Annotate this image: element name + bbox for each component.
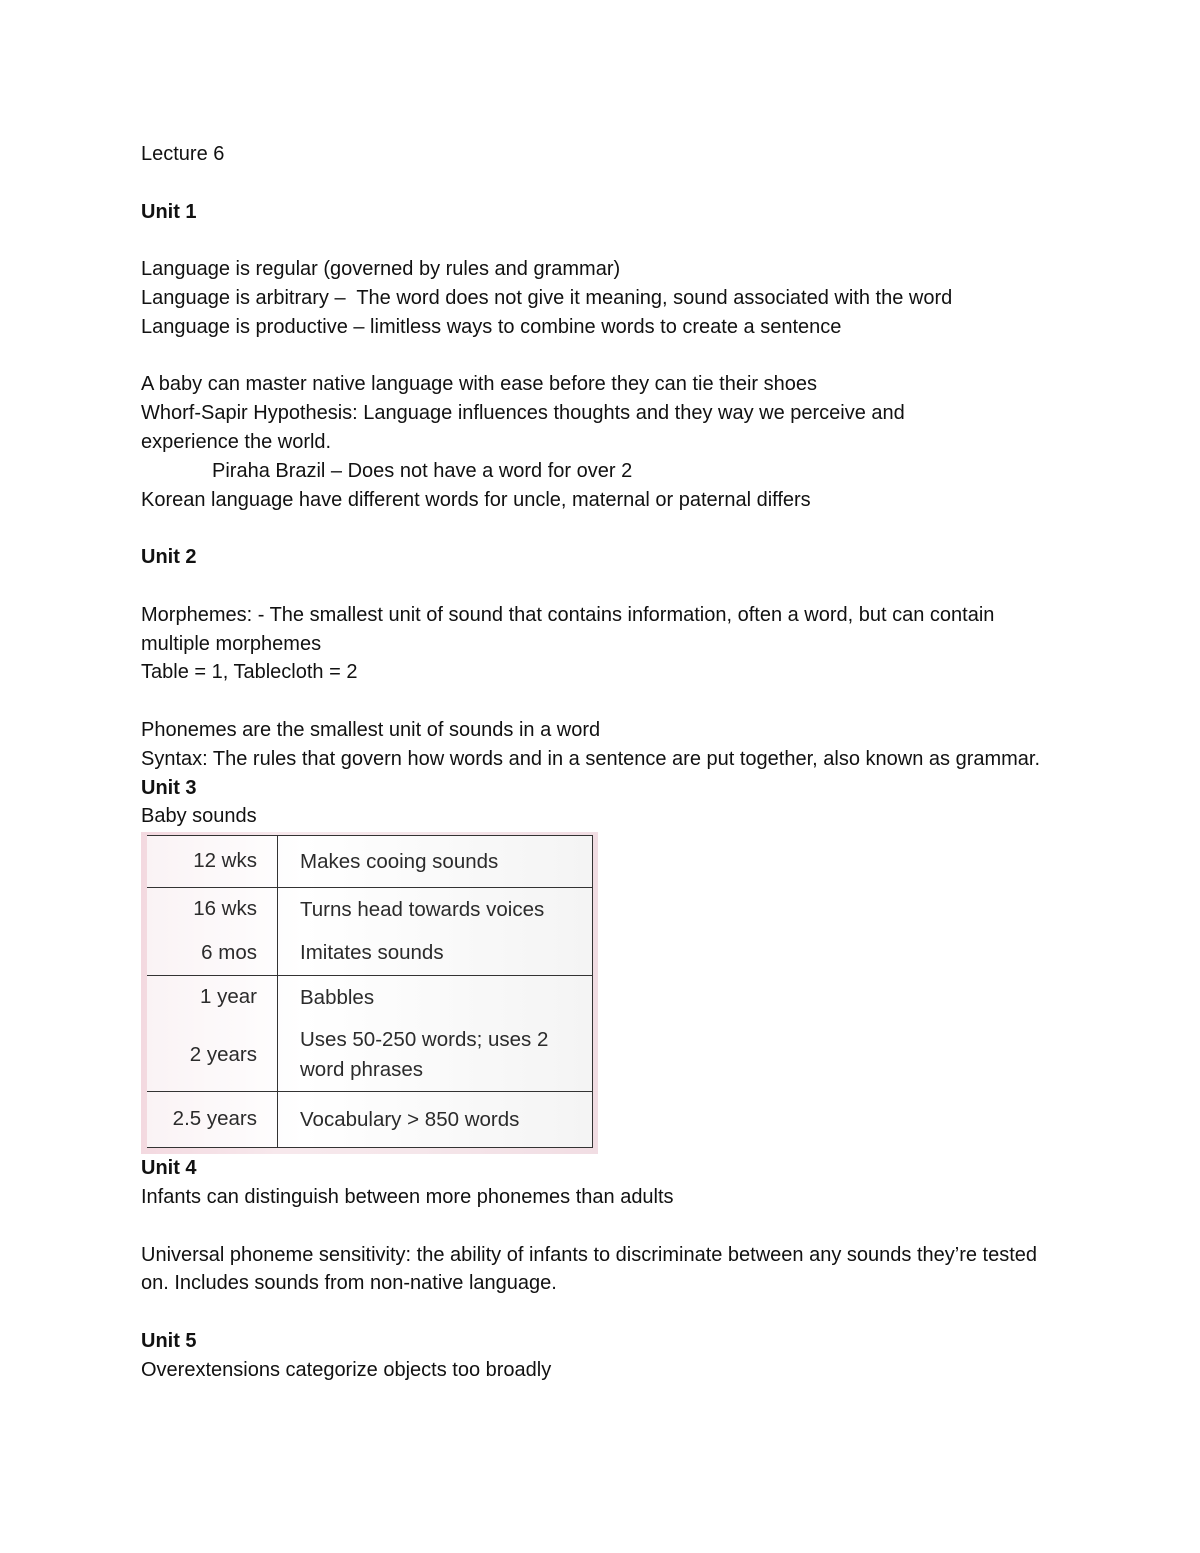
age-cell: 16 wks (147, 888, 278, 932)
milestone-cell: Makes cooing sounds (278, 836, 593, 888)
unit5-line1: Overextensions categorize objects too broadly (141, 1358, 552, 1381)
unit4-line1: Infants can distinguish between more phonemes than adults (141, 1185, 674, 1208)
unit1-line-productive: Language is productive – limitless ways to combine words to create a sentence (141, 315, 842, 338)
milestone-cell: Turns head towards voices (278, 888, 593, 932)
table-row (147, 976, 593, 1020)
table-row (147, 932, 593, 976)
milestone-cell: Babbles (278, 976, 593, 1020)
unit2-example: Table = 1, Tablecloth = 2 (141, 661, 358, 684)
table-row (147, 1020, 593, 1092)
unit5-heading: Unit 5 (141, 1329, 197, 1352)
age-cell: 6 mos (147, 932, 278, 976)
baby-sounds-table (147, 835, 593, 1148)
unit3-heading: Unit 3 (141, 776, 197, 799)
unit3-subtitle: Baby sounds (141, 805, 257, 828)
unit2-morphemes: Morphemes: - The smallest unit of sound that contains information, often a word, but can contain multiple morphemes (141, 603, 995, 655)
unit1-baby-mastery: A baby can master native language with ease before they can tie their shoes (141, 373, 817, 396)
milestone-cell: Imitates sounds (278, 932, 593, 976)
milestone-cell: Vocabulary > 850 words (278, 1092, 593, 1148)
lecture-title: Lecture 6 (141, 143, 225, 165)
unit1-line-regular: Language is regular (governed by rules and grammar) (141, 258, 621, 281)
unit1-korean: Korean language have different words for uncle, maternal or paternal differs (141, 488, 811, 511)
unit1-line-arbitrary: Language is arbitrary – The word does not give it meaning, sound associated with the word (141, 286, 953, 309)
unit4-line2: Universal phoneme sensitivity: the ability of infants to discriminate between any sounds they’re tested on. Includes sounds from non-native language. (141, 1243, 1038, 1295)
age-cell: 2 years (147, 1020, 278, 1092)
milestone-cell: Uses 50-250 words; uses 2 word phrases (278, 1020, 593, 1092)
age-cell: 12 wks (147, 836, 278, 888)
unit2-syntax: Syntax: The rules that govern how words and in a sentence are put together, also known as grammar. (141, 747, 1041, 770)
table-row (147, 1092, 593, 1148)
unit1-piraha: Piraha Brazil – Does not have a word for over 2 (212, 459, 633, 482)
table-row (147, 836, 593, 888)
baby-sounds-table-image (141, 832, 598, 1154)
age-cell: 1 year (147, 976, 278, 1020)
unit2-phonemes: Phonemes are the smallest unit of sounds in a word (141, 718, 601, 741)
age-cell: 2.5 years (147, 1092, 278, 1148)
unit1-whorf-sapir: Whorf-Sapir Hypothesis: Language influences thoughts and they way we perceive and experience the world. (141, 402, 905, 453)
table-row (147, 888, 593, 932)
unit4-heading: Unit 4 (141, 1157, 197, 1180)
unit2-heading: Unit 2 (141, 546, 197, 569)
document-page (141, 140, 1071, 1385)
unit1-heading: Unit 1 (141, 200, 197, 223)
